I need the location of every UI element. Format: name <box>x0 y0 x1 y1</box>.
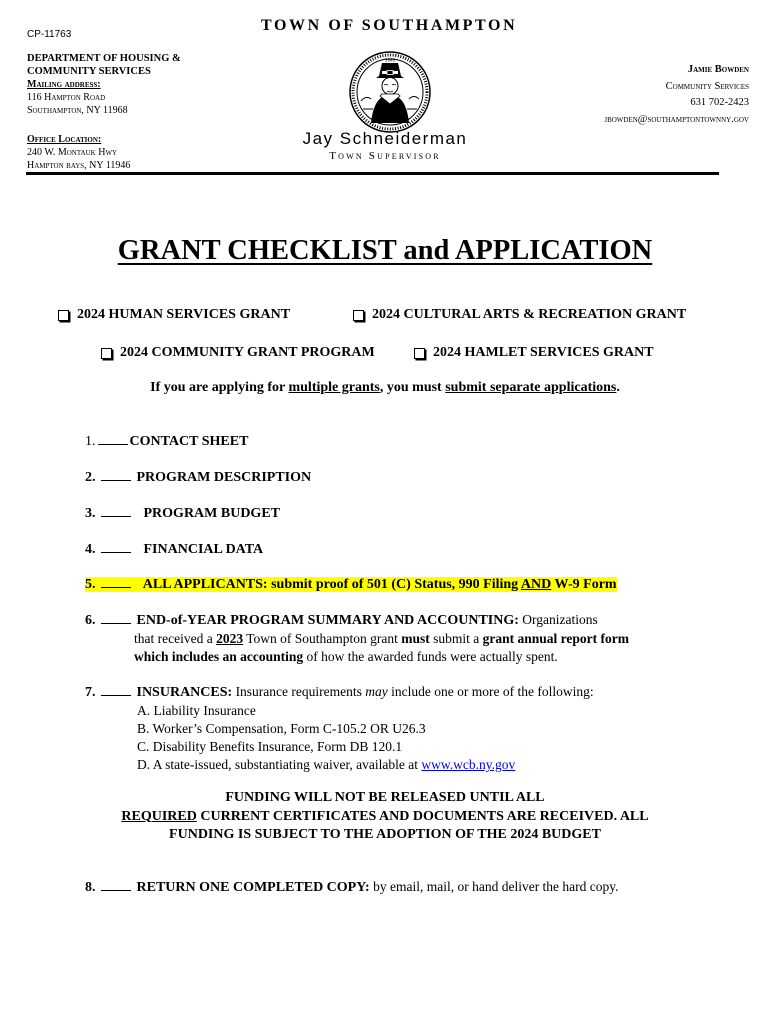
wcb-website-link[interactable]: www.wcb.ny.gov <box>421 757 516 772</box>
check-blank[interactable] <box>101 682 131 696</box>
checklist-item-return-copy <box>85 877 725 897</box>
funding-notice-line3: FUNDING IS SUBJECT TO THE ADOPTION OF THE 2024 BUDGET <box>169 827 601 842</box>
mailing-address-line2: Southampton, NY 11968 <box>27 105 128 116</box>
item-label: FINANCIAL DATA <box>143 542 264 557</box>
item-number: 3. <box>85 506 96 521</box>
insurance-option-waiver <box>85 756 725 774</box>
contact-name: Jamie Bowden <box>687 64 749 75</box>
grant-option-label: 2024 HUMAN SERVICES GRANT <box>77 307 291 322</box>
contact-department: Community Services <box>665 80 749 92</box>
header-divider <box>26 172 719 175</box>
desc-emphasis: grant annual report form <box>482 631 630 646</box>
item-number: 5. <box>85 577 96 592</box>
notice-emphasis: submit separate applications <box>445 380 617 395</box>
item-description: Organizations <box>518 612 598 627</box>
grant-option-label: 2024 COMMUNITY GRANT PROGRAM <box>120 345 375 360</box>
item-description-line3 <box>85 648 725 666</box>
item-number: 4. <box>85 542 96 557</box>
insurance-option-disability: C. Disability Benefits Insurance, Form DB 120.1 <box>137 739 403 754</box>
department-name-line2: COMMUNITY SERVICES <box>27 66 151 77</box>
check-blank[interactable] <box>101 539 131 553</box>
item-label: ALL APPLICANTS: submit proof of 501 (C) Status, 990 Filing <box>142 577 521 592</box>
checkbox-icon[interactable] <box>58 310 69 321</box>
checklist-item-financial-data <box>85 539 725 559</box>
separate-applications-notice <box>0 380 770 396</box>
item-label: CONTACT SHEET <box>129 434 249 449</box>
check-blank[interactable] <box>101 574 131 588</box>
town-title: TOWN OF SOUTHAMPTON <box>261 17 518 34</box>
svg-text:1640: 1640 <box>384 57 396 63</box>
desc-text: of how the awarded funds were actually spent. <box>303 649 558 664</box>
item-number: 2. <box>85 470 96 485</box>
insurance-option-workers-comp: B. Worker’s Compensation, Form C-105.2 OR U26.3 <box>137 721 426 736</box>
checklist-item-insurances <box>85 682 725 774</box>
desc-text: that received a <box>134 631 217 646</box>
item-label: W-9 Form <box>551 577 617 592</box>
funding-text: CURRENT CERTIFICATES AND DOCUMENTS ARE RECEIVED. ALL <box>196 808 649 824</box>
checklist-item-contact-sheet <box>85 431 725 451</box>
checklist-item-program-description <box>85 467 725 487</box>
checkbox-icon[interactable] <box>101 348 112 359</box>
item-label: PROGRAM BUDGET <box>143 506 280 521</box>
desc-text: Town of Southampton grant <box>243 631 402 646</box>
supervisor-title: Town Supervisor <box>329 150 441 162</box>
grant-option-hamlet-services[interactable] <box>414 345 654 361</box>
desc-year: 2023 <box>216 631 244 646</box>
notice-text: , you must <box>379 380 446 395</box>
item-description: Insurance requirements <box>232 684 366 699</box>
checklist-item-program-budget <box>85 503 725 523</box>
desc-emphasis: must <box>401 631 430 646</box>
office-location-line2: Hampton bays, NY 11946 <box>27 160 131 171</box>
item-number: 1. <box>85 434 96 449</box>
notice-emphasis: multiple grants <box>288 380 380 395</box>
item-label: INSURANCES: <box>136 685 233 700</box>
page-title: GRANT CHECKLIST and APPLICATION <box>117 235 653 266</box>
department-name-line1: DEPARTMENT OF HOUSING & <box>27 53 181 64</box>
funding-emphasis: REQUIRED <box>121 808 197 824</box>
checklist-item-all-applicants <box>85 574 617 594</box>
item-number: 8. <box>85 880 96 895</box>
checklist-item-end-of-year-summary <box>85 610 725 666</box>
check-blank[interactable] <box>98 431 128 445</box>
office-location-line1: 240 W. Montauk Hwy <box>27 147 118 158</box>
contact-phone: 631 702-2423 <box>690 97 749 108</box>
desc-text: submit a <box>429 631 483 646</box>
funding-notice-line1: FUNDING WILL NOT BE RELEASED UNTIL ALL <box>225 790 545 805</box>
item-label: RETURN ONE COMPLETED COPY: <box>136 880 370 895</box>
funding-notice <box>0 789 770 845</box>
notice-text: . <box>616 380 620 395</box>
item-description: by email, mail, or hand deliver the hard copy. <box>369 879 619 894</box>
funding-notice-line2 <box>0 808 770 827</box>
office-location-label: Office Location: <box>27 134 102 145</box>
check-blank[interactable] <box>101 503 131 517</box>
department-block <box>27 52 181 117</box>
item-number: 6. <box>85 613 96 628</box>
grant-option-label: 2024 HAMLET SERVICES GRANT <box>433 345 654 360</box>
insurance-option-liability: A. Liability Insurance <box>137 703 256 718</box>
supervisor-name: Jay Schneiderman <box>302 129 468 148</box>
item-label: PROGRAM DESCRIPTION <box>136 470 312 485</box>
contact-block <box>604 62 749 128</box>
desc-emphasis: which includes an accounting <box>134 649 304 664</box>
contact-email: jbowden@southamptontownny.gov <box>604 113 749 125</box>
checkbox-icon[interactable] <box>353 310 364 321</box>
town-seal-logo <box>349 51 431 133</box>
grant-option-community-program[interactable] <box>101 345 375 361</box>
grant-option-label: 2024 CULTURAL ARTS & RECREATION GRANT <box>372 307 687 322</box>
mailing-address-label: Mailing address: <box>27 79 101 90</box>
office-location-block <box>27 133 130 172</box>
item-label: END-of-YEAR PROGRAM SUMMARY AND ACCOUNTING: <box>136 613 519 628</box>
notice-text: If you are applying for <box>150 380 289 395</box>
checkbox-icon[interactable] <box>414 348 425 359</box>
item-description-emphasis: may <box>365 684 388 699</box>
item-description-line2 <box>85 630 725 648</box>
waiver-text: D. A state-issued, substantiating waiver, available at <box>137 757 422 772</box>
mailing-address-line1: 116 Hampton Road <box>27 92 106 103</box>
check-blank[interactable] <box>101 467 131 481</box>
item-number: 7. <box>85 685 96 700</box>
check-blank[interactable] <box>101 877 131 891</box>
check-blank[interactable] <box>101 610 131 624</box>
grant-option-human-services[interactable] <box>58 307 290 323</box>
item-description: include one or more of the following: <box>387 684 594 699</box>
item-label-emphasis: AND <box>520 577 552 592</box>
grant-option-cultural-arts[interactable] <box>353 307 686 323</box>
document-id: CP-11763 <box>27 29 72 40</box>
